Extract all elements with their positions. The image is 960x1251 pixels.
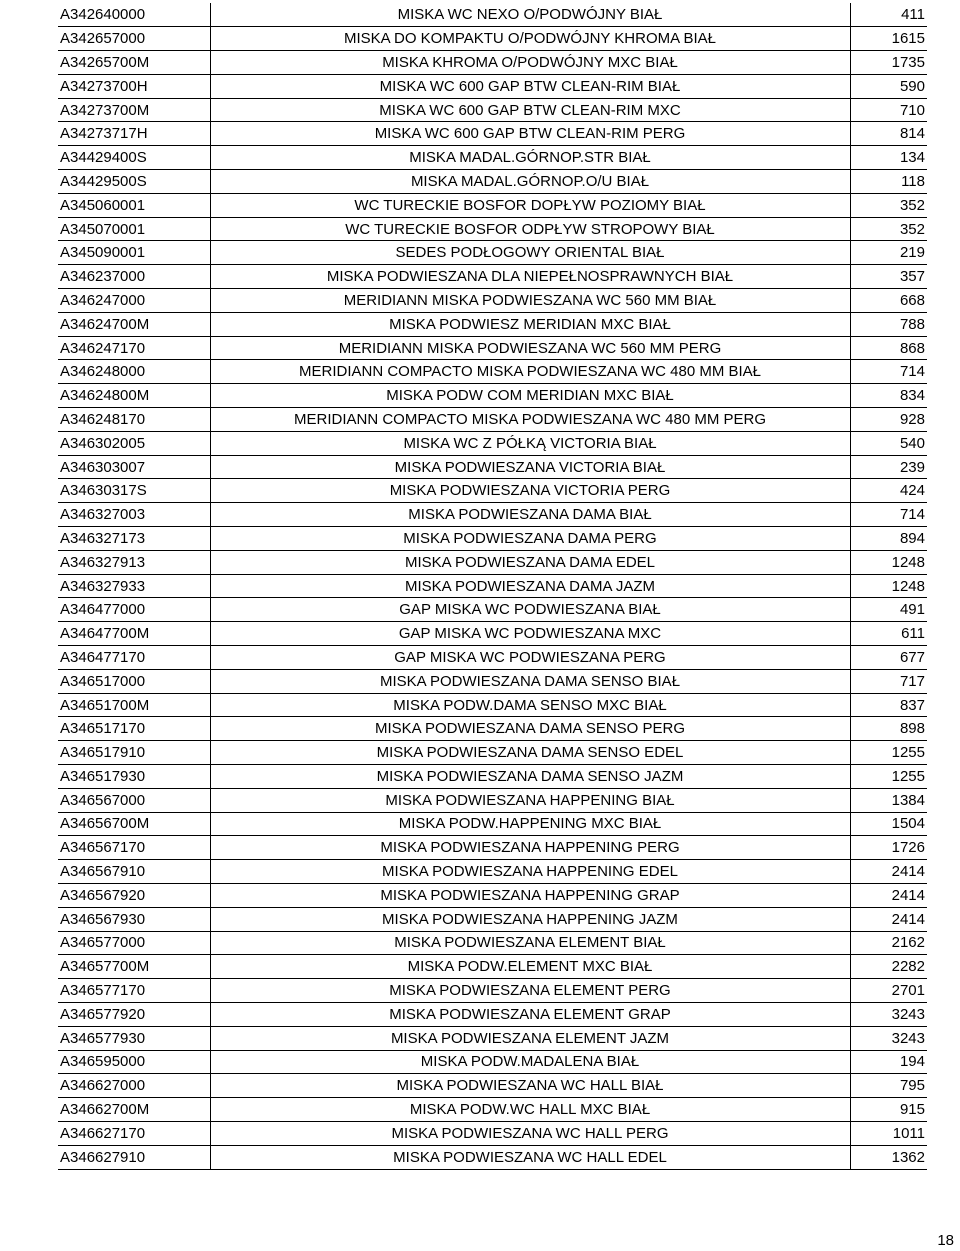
product-name-cell: MISKA PODW.WC HALL MXC BIAŁ [210,1098,850,1122]
product-code-cell: A346577920 [58,1002,210,1026]
table-row [58,788,927,812]
product-name-cell: MISKA PODWIESZANA HAPPENING GRAP [210,883,850,907]
price-cell: 1384 [850,788,927,812]
table-row [58,265,927,289]
product-code-cell: A346567000 [58,788,210,812]
product-code-cell: A346577000 [58,931,210,955]
product-code-cell: A346327003 [58,503,210,527]
product-name-cell: MISKA PODWIESZANA HAPPENING PERG [210,836,850,860]
table-row [58,1098,927,1122]
price-cell: 2414 [850,907,927,931]
product-name-cell: MISKA PODWIESZANA WC HALL BIAŁ [210,1074,850,1098]
product-name-cell: WC TURECKIE BOSFOR DOPŁYW POZIOMY BIAŁ [210,193,850,217]
product-name-cell: MISKA PODWIESZANA WC HALL EDEL [210,1145,850,1169]
product-name-cell: MISKA PODWIESZANA DAMA EDEL [210,550,850,574]
price-cell: 894 [850,527,927,551]
product-code-cell: A34630317S [58,479,210,503]
product-code-cell: A34273700M [58,98,210,122]
product-name-cell: MISKA PODWIESZANA HAPPENING JAZM [210,907,850,931]
product-code-cell: A34624700M [58,312,210,336]
table-row [58,408,927,432]
product-name-cell: MISKA PODW.ELEMENT MXC BIAŁ [210,955,850,979]
price-cell: 590 [850,74,927,98]
table-row [58,1002,927,1026]
price-cell: 219 [850,241,927,265]
product-name-cell: MISKA PODWIESZANA VICTORIA PERG [210,479,850,503]
price-cell: 2701 [850,979,927,1003]
table-row [58,931,927,955]
price-cell: 1362 [850,1145,927,1169]
product-name-cell: MISKA WC NEXO O/PODWÓJNY BIAŁ [210,3,850,27]
table-row [58,27,927,51]
product-name-cell: MISKA WC 600 GAP BTW CLEAN-RIM MXC [210,98,850,122]
price-cell: 2414 [850,860,927,884]
table-row [58,527,927,551]
product-code-cell: A34656700M [58,812,210,836]
price-cell: 352 [850,217,927,241]
product-code-cell: A346327933 [58,574,210,598]
product-name-cell: MISKA PODWIESZANA HAPPENING BIAŁ [210,788,850,812]
product-code-cell: A346595000 [58,1050,210,1074]
product-name-cell: MISKA WC Z PÓŁKĄ VICTORIA BIAŁ [210,431,850,455]
price-cell: 868 [850,336,927,360]
product-code-cell: A346517170 [58,717,210,741]
table-row [58,98,927,122]
product-code-cell: A346248000 [58,360,210,384]
table-row [58,384,927,408]
table-row [58,598,927,622]
product-code-cell: A346247000 [58,289,210,313]
table-row [58,955,927,979]
product-code-cell: A34429500S [58,170,210,194]
price-cell: 1735 [850,51,927,75]
table-row [58,812,927,836]
table-row [58,1026,927,1050]
product-name-cell: MISKA PODWIESZANA DAMA BIAŁ [210,503,850,527]
table-row [58,1050,927,1074]
product-code-cell: A346247170 [58,336,210,360]
product-name-cell: MISKA PODWIESZANA ELEMENT GRAP [210,1002,850,1026]
product-name-cell: MISKA PODWIESZANA DLA NIEPEŁNOSPRAWNYCH BIAŁ [210,265,850,289]
table-row [58,765,927,789]
product-code-cell: A346517910 [58,741,210,765]
price-cell: 668 [850,289,927,313]
product-name-cell: MISKA PODWIESZANA DAMA SENSO EDEL [210,741,850,765]
product-name-cell: MISKA PODWIESZANA ELEMENT BIAŁ [210,931,850,955]
product-name-cell: MERIDIANN MISKA PODWIESZANA WC 560 MM PERG [210,336,850,360]
product-code-cell: A34651700M [58,693,210,717]
product-name-cell: MISKA PODWIESZ MERIDIAN MXC BIAŁ [210,312,850,336]
product-code-cell: A346577930 [58,1026,210,1050]
price-cell: 2282 [850,955,927,979]
product-name-cell: MISKA MADAL.GÓRNOP.STR BIAŁ [210,146,850,170]
price-cell: 357 [850,265,927,289]
product-name-cell: MERIDIANN COMPACTO MISKA PODWIESZANA WC 480 MM PERG [210,408,850,432]
table-row [58,669,927,693]
price-cell: 611 [850,622,927,646]
product-name-cell: MISKA PODWIESZANA ELEMENT PERG [210,979,850,1003]
product-code-cell: A34265700M [58,51,210,75]
product-name-cell: MISKA PODWIESZANA DAMA SENSO JAZM [210,765,850,789]
product-code-cell: A345090001 [58,241,210,265]
price-cell: 2414 [850,883,927,907]
price-cell: 677 [850,646,927,670]
table-row [58,979,927,1003]
table-row [58,241,927,265]
price-cell: 834 [850,384,927,408]
product-code-cell: A34657700M [58,955,210,979]
product-name-cell: MISKA PODWIESZANA VICTORIA BIAŁ [210,455,850,479]
product-code-cell: A34273717H [58,122,210,146]
table-row [58,1145,927,1169]
product-name-cell: GAP MISKA WC PODWIESZANA BIAŁ [210,598,850,622]
product-code-cell: A346237000 [58,265,210,289]
price-cell: 814 [850,122,927,146]
table-row [58,431,927,455]
price-cell: 424 [850,479,927,503]
price-cell: 1248 [850,550,927,574]
table-row [58,717,927,741]
table-row [58,455,927,479]
table-row [58,3,927,27]
product-code-cell: A346567930 [58,907,210,931]
price-cell: 717 [850,669,927,693]
product-name-cell: MISKA PODWIESZANA DAMA JAZM [210,574,850,598]
price-cell: 491 [850,598,927,622]
product-code-cell: A34273700H [58,74,210,98]
table-row [58,479,927,503]
price-cell: 1255 [850,765,927,789]
product-name-cell: MISKA MADAL.GÓRNOP.O/U BIAŁ [210,170,850,194]
product-name-cell: MISKA PODWIESZANA WC HALL PERG [210,1121,850,1145]
price-cell: 1726 [850,836,927,860]
product-code-cell: A346327173 [58,527,210,551]
price-cell: 134 [850,146,927,170]
table-row [58,146,927,170]
product-name-cell: MISKA PODW.DAMA SENSO MXC BIAŁ [210,693,850,717]
product-name-cell: WC TURECKIE BOSFOR ODPŁYW STROPOWY BIAŁ [210,217,850,241]
product-code-cell: A345060001 [58,193,210,217]
product-code-cell: A346627910 [58,1145,210,1169]
product-code-cell: A346627000 [58,1074,210,1098]
price-cell: 795 [850,1074,927,1098]
product-name-cell: MISKA PODWIESZANA HAPPENING EDEL [210,860,850,884]
product-code-cell: A346477000 [58,598,210,622]
price-cell: 1248 [850,574,927,598]
price-cell: 788 [850,312,927,336]
table-row [58,170,927,194]
product-name-cell: MISKA PODW.MADALENA BIAŁ [210,1050,850,1074]
product-name-cell: MISKA WC 600 GAP BTW CLEAN-RIM BIAŁ [210,74,850,98]
table-row [58,74,927,98]
product-code-cell: A342657000 [58,27,210,51]
product-name-cell: MISKA PODWIESZANA ELEMENT JAZM [210,1026,850,1050]
table-row [58,289,927,313]
product-code-cell: A346303007 [58,455,210,479]
price-table-body [58,3,927,1169]
table-row [58,693,927,717]
table-row [58,836,927,860]
price-cell: 3243 [850,1002,927,1026]
page-number: 18 [937,1232,954,1249]
table-row [58,336,927,360]
table-row [58,550,927,574]
price-cell: 2162 [850,931,927,955]
table-row [58,503,927,527]
price-table [58,3,927,1170]
table-row [58,51,927,75]
product-name-cell: GAP MISKA WC PODWIESZANA MXC [210,622,850,646]
product-name-cell: MISKA PODWIESZANA DAMA SENSO BIAŁ [210,669,850,693]
table-row [58,622,927,646]
product-code-cell: A346302005 [58,431,210,455]
product-code-cell: A346577170 [58,979,210,1003]
price-cell: 1255 [850,741,927,765]
product-code-cell: A34624800M [58,384,210,408]
price-cell: 118 [850,170,927,194]
price-cell: 898 [850,717,927,741]
table-row [58,860,927,884]
product-name-cell: MERIDIANN MISKA PODWIESZANA WC 560 MM BIAŁ [210,289,850,313]
product-code-cell: A346567920 [58,883,210,907]
product-code-cell: A346627170 [58,1121,210,1145]
product-code-cell: A346477170 [58,646,210,670]
product-code-cell: A345070001 [58,217,210,241]
table-row [58,741,927,765]
table-row [58,217,927,241]
price-cell: 352 [850,193,927,217]
table-row [58,907,927,931]
table-row [58,1121,927,1145]
product-name-cell: SEDES PODŁOGOWY ORIENTAL BIAŁ [210,241,850,265]
price-cell: 239 [850,455,927,479]
table-row [58,574,927,598]
table-row [58,1074,927,1098]
product-name-cell: MISKA PODW COM MERIDIAN MXC BIAŁ [210,384,850,408]
table-row [58,193,927,217]
price-cell: 915 [850,1098,927,1122]
price-cell: 710 [850,98,927,122]
product-code-cell: A346567910 [58,860,210,884]
product-code-cell: A346517930 [58,765,210,789]
table-row [58,360,927,384]
product-code-cell: A346567170 [58,836,210,860]
product-name-cell: MISKA PODWIESZANA DAMA PERG [210,527,850,551]
table-row [58,122,927,146]
product-name-cell: MISKA PODWIESZANA DAMA SENSO PERG [210,717,850,741]
product-name-cell: MISKA DO KOMPAKTU O/PODWÓJNY KHROMA BIAŁ [210,27,850,51]
price-cell: 714 [850,360,927,384]
price-cell: 3243 [850,1026,927,1050]
price-cell: 540 [850,431,927,455]
product-code-cell: A346248170 [58,408,210,432]
product-name-cell: GAP MISKA WC PODWIESZANA PERG [210,646,850,670]
price-cell: 928 [850,408,927,432]
product-code-cell: A342640000 [58,3,210,27]
product-code-cell: A34429400S [58,146,210,170]
product-name-cell: MERIDIANN COMPACTO MISKA PODWIESZANA WC 480 MM BIAŁ [210,360,850,384]
table-row [58,646,927,670]
product-code-cell: A34647700M [58,622,210,646]
table-row [58,312,927,336]
product-name-cell: MISKA KHROMA O/PODWÓJNY MXC BIAŁ [210,51,850,75]
price-cell: 1504 [850,812,927,836]
product-name-cell: MISKA WC 600 GAP BTW CLEAN-RIM PERG [210,122,850,146]
price-cell: 1615 [850,27,927,51]
product-code-cell: A34662700M [58,1098,210,1122]
price-cell: 837 [850,693,927,717]
price-cell: 411 [850,3,927,27]
price-cell: 194 [850,1050,927,1074]
product-code-cell: A346517000 [58,669,210,693]
table-row [58,883,927,907]
price-cell: 714 [850,503,927,527]
product-code-cell: A346327913 [58,550,210,574]
price-cell: 1011 [850,1121,927,1145]
product-name-cell: MISKA PODW.HAPPENING MXC BIAŁ [210,812,850,836]
